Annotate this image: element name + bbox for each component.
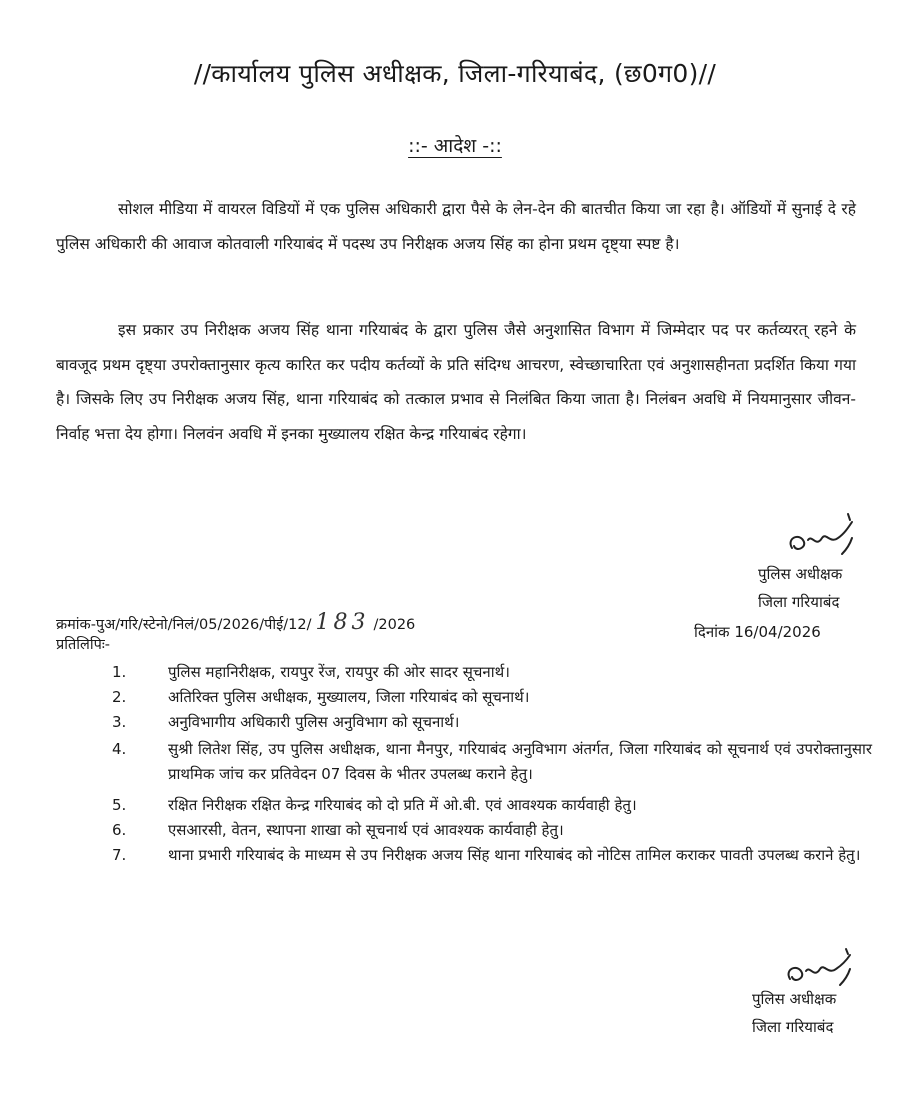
list-item-text: सुश्री लितेश सिंह, उप पुलिस अधीक्षक, थाना मैनपुर, गरियाबंद अनुविभाग अंतर्गत, जिला गरियाबंद को सूचनार्थ एवं उपरोक्तानुसार प्राथमिक जांच कर प्रतिवेदन 07 दिवस के भीतर उपलब्ध कराने हेतु।	[168, 740, 872, 783]
signatory-district: जिला गरियाबंद	[752, 1018, 834, 1036]
list-item	[112, 710, 872, 735]
reference-suffix: /2026	[373, 617, 416, 633]
list-item-number: 6.	[112, 821, 127, 839]
signature-mark	[782, 508, 862, 558]
list-item-number: 2.	[112, 688, 127, 706]
list-item-text: अनुविभागीय अधिकारी पुलिस अनुविभाग को सूचनार्थ।	[168, 713, 460, 731]
signatory-designation: पुलिस अधीक्षक	[752, 990, 837, 1008]
list-item-number: 7.	[112, 846, 127, 864]
list-item-number: 1.	[112, 663, 127, 681]
office-title: //कार्यालय पुलिस अधीक्षक, जिला-गरियाबंद, (छ0ग0)//	[193, 59, 717, 88]
copy-to-label: प्रतिलिपिः-	[56, 637, 111, 653]
list-item	[112, 843, 872, 868]
list-item	[112, 818, 872, 843]
paragraph-2	[56, 313, 856, 451]
signature-mark	[782, 945, 862, 989]
reference-prefix: क्रमांक-पुअ/गरि/स्टेनो/निलं/05/2026/पीई/12/	[56, 617, 312, 633]
list-item	[112, 737, 872, 787]
list-item	[112, 793, 872, 818]
order-heading-text: ::- आदेश -::	[408, 135, 502, 157]
signature-block	[758, 560, 842, 616]
order-date: दिनांक 16/04/2026	[694, 623, 821, 641]
paragraph-2-text: इस प्रकार उप निरीक्षक अजय सिंह थाना गरियाबंद के द्वारा पुलिस जैसे अनुशासित विभाग में जिम्मेदार पद पर कर्तव्यरत् रहने के बावजूद प्रथम दृष्ट्या उपरोक्तानुसार कृत्य कारित कर पदीय कर्तव्यों के प्रति संदिग्ध आचरण, स्वेच्छाचारिता एवं अनुशासहीनता प्रदर्शित किया गया है। जिसके लिए उप निरीक्षक अजय सिंह, थाना गरियाबंद को तत्काल प्रभाव से निलंबित किया जाता है। निलंबन अवधि में नियमानुसार जीवन-निर्वाह भत्ता देय होगा। निलवंन अवधि में इनका मुख्यालय रक्षित केन्द्र गरियाबंद रहेगा।	[56, 321, 856, 443]
signature-block	[752, 985, 836, 1041]
list-item-text: पुलिस महानिरीक्षक, रायपुर रेंज, रायपुर की ओर सादर सूचनार्थ।	[168, 663, 510, 681]
handwritten-number: 183	[315, 610, 370, 635]
list-item-number: 4.	[112, 740, 127, 758]
list-item-text: रक्षित निरीक्षक रक्षित केन्द्र गरियाबंद को दो प्रति में ओ.बी. एवं आवश्यक कार्यवाही हेतु।	[168, 796, 637, 814]
order-heading	[0, 132, 910, 158]
signatory-district: जिला गरियाबंद	[758, 593, 840, 611]
list-item-text: थाना प्रभारी गरियाबंद के माध्यम से उप निरीक्षक अजय सिंह थाना गरियाबंद को नोटिस तामिल कराकर पावती उपलब्ध कराने हेतु।	[168, 846, 861, 864]
list-item	[112, 660, 872, 685]
list-item-text: अतिरिक्त पुलिस अधीक्षक, मुख्यालय, जिला गरियाबंद को सूचनार्थ।	[168, 688, 530, 706]
paragraph-1-text: सोशल मीडिया में वायरल विडियों में एक पुलिस अधिकारी द्वारा पैसे के लेन-देन की बातचीत किया जा रहा है। ऑडियों में सुनाई दे रहे पुलिस अधिकारी की आवाज कोतवाली गरियाबंद में पदस्थ उप निरीक्षक अजय सिंह का होना प्रथम दृष्ट्या स्पष्ट है।	[56, 200, 856, 253]
paragraph-1	[56, 192, 856, 261]
copy-to-list	[112, 660, 872, 868]
signatory-designation: पुलिस अधीक्षक	[758, 565, 843, 583]
list-item-number: 3.	[112, 713, 127, 731]
list-item-number: 5.	[112, 796, 127, 814]
list-item-text: एसआरसी, वेतन, स्थापना शाखा को सूचनार्थ एवं आवश्यक कार्यवाही हेतु।	[168, 821, 564, 839]
list-item	[112, 685, 872, 710]
